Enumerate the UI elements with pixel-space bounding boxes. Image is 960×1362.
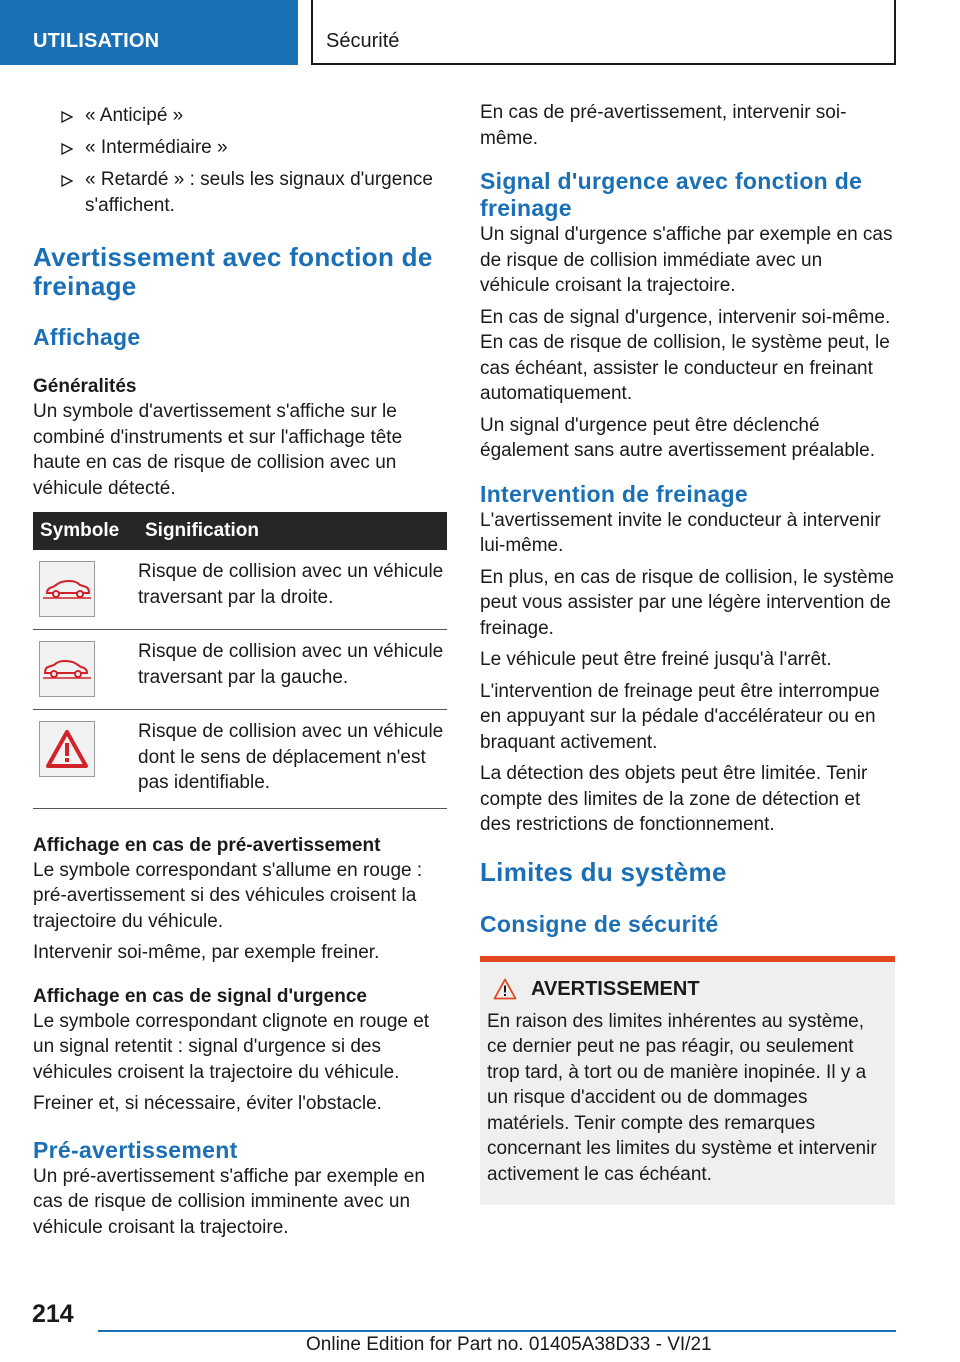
paragraph: En cas de signal d'urgence, intervenir soi-même. En cas de risque de collision, le système peut, le cas échéant, assister le conducteur en freinant automatiquement. [480, 306, 891, 404]
table-header-signification: Signification [133, 512, 447, 550]
paragraph: Un symbole d'avertissement s'affiche sur le combiné d'instruments et sur l'affichage tête haute en cas de risque de collision avec un véhicule détecté. [33, 401, 403, 499]
table-cell: Risque de collision avec un véhicule traversant par la gauche. [133, 630, 447, 710]
paragraph: Un signal d'urgence s'affiche par exemple en cas de risque de collision immédiate avec un véhicule croisant la trajectoire. [480, 224, 893, 296]
symbol-table [33, 512, 447, 809]
section-tab [0, 0, 298, 65]
triangle-bullet-icon [61, 111, 73, 123]
list-item [31, 167, 447, 218]
heading-pre-avertissement: Pré-avertissement [33, 1136, 238, 1163]
table-cell: Risque de collision avec un véhicule traversant par la droite. [133, 550, 447, 630]
warning-triangle-icon [39, 721, 95, 777]
warning-title: AVERTISSEMENT [531, 977, 700, 1000]
heading-avertissement: Avertissement avec fonction de freinage [33, 242, 433, 301]
car-right-icon [39, 561, 95, 617]
paragraph: Un signal d'urgence peut être déclenché également sans autre avertissement préalable. [480, 414, 876, 461]
heading-generalites: Généralités [33, 376, 137, 397]
paragraph: La détection des objets peut être limitée. Tenir compte des limites de la zone de détection et des restrictions de fonctionnement. [480, 763, 868, 835]
heading-consigne-securite: Consigne de sécurité [480, 910, 719, 937]
chapter-title: Sécurité [326, 30, 400, 52]
table-row [33, 550, 447, 630]
list-item [31, 103, 447, 129]
paragraph: L'intervention de freinage peut être interrompue en appuyant sur la pédale d'accélérateur ou en braquant activement. [480, 680, 880, 753]
table-row [33, 710, 447, 809]
paragraph: L'avertissement invite le conducteur à intervenir lui-même. [480, 509, 881, 556]
paragraph: En plus, en cas de risque de collision, le système peut vous assister par une légère intervention de freinage. [480, 566, 894, 639]
table-header-symbole: Symbole [33, 512, 133, 550]
heading-limites-systeme: Limites du système [480, 856, 727, 887]
bullet-list [31, 103, 447, 218]
left-column [33, 100, 447, 1246]
heading-intervention-freinage: Intervention de freinage [480, 480, 748, 507]
paragraph: Le symbole correspondant clignote en rouge et un signal retentit : signal d'urgence si des véhicules croisent la trajectoire du véhicule. [33, 1010, 430, 1083]
heading-signal-urgence: Signal d'urgence avec fonction de freinage [480, 168, 863, 221]
paragraph: Le véhicule peut être freiné jusqu'à l'arrêt. [480, 649, 832, 670]
list-item [31, 135, 447, 161]
triangle-bullet-icon [61, 175, 73, 187]
section-title: UTILISATION [33, 30, 160, 52]
bullet-text: « Intermédiaire » [85, 137, 228, 158]
triangle-bullet-icon [61, 143, 73, 155]
paragraph: Intervenir soi-même, par exemple freiner. [33, 942, 380, 963]
chapter-header [311, 0, 896, 65]
heading-affichage-pre-avertissement: Affichage en cas de pré-avertissement [33, 834, 381, 856]
right-column [480, 100, 895, 1205]
warning-text: En raison des limites inhérentes au système, ce dernier peut ne pas réagir, ou seulement trop tard, à tort ou de manière inopinée. Il y a un risque d'accident ou de dommages matériels. Tenir compte des remarques concernant les limites du système et intervenir activement le cas échéant. [487, 1010, 877, 1185]
warning-box [480, 956, 895, 1206]
bullet-text: « Retardé » : seuls les signaux d'urgence s'affichent. [85, 169, 433, 216]
table-cell: Risque de collision avec un véhicule dont le sens de déplacement n'est pas identifiable. [133, 710, 447, 809]
paragraph: Le symbole correspondant s'allume en rouge : pré-avertissement si des véhicules croisent la trajectoire du véhicule. [33, 859, 423, 932]
footer-edition: Online Edition for Part no. 01405A38D33 - VI/21 [306, 1334, 712, 1355]
paragraph: En cas de pré-avertissement, intervenir soi-même. [480, 102, 847, 149]
footer-divider [98, 1330, 896, 1332]
heading-affichage-signal-urgence: Affichage en cas de signal d'urgence [33, 985, 367, 1007]
page-number: 214 [32, 1300, 74, 1328]
paragraph: Un pré-avertissement s'affiche par exemple en cas de risque de collision imminente avec un véhicule croisant la trajectoire. [33, 1165, 425, 1238]
warning-triangle-icon [493, 978, 517, 1000]
car-left-icon [39, 641, 95, 697]
table-row [33, 630, 447, 710]
bullet-text: « Anticipé » [85, 105, 184, 126]
paragraph: Freiner et, si nécessaire, éviter l'obstacle. [33, 1093, 382, 1114]
heading-affichage: Affichage [33, 324, 141, 350]
